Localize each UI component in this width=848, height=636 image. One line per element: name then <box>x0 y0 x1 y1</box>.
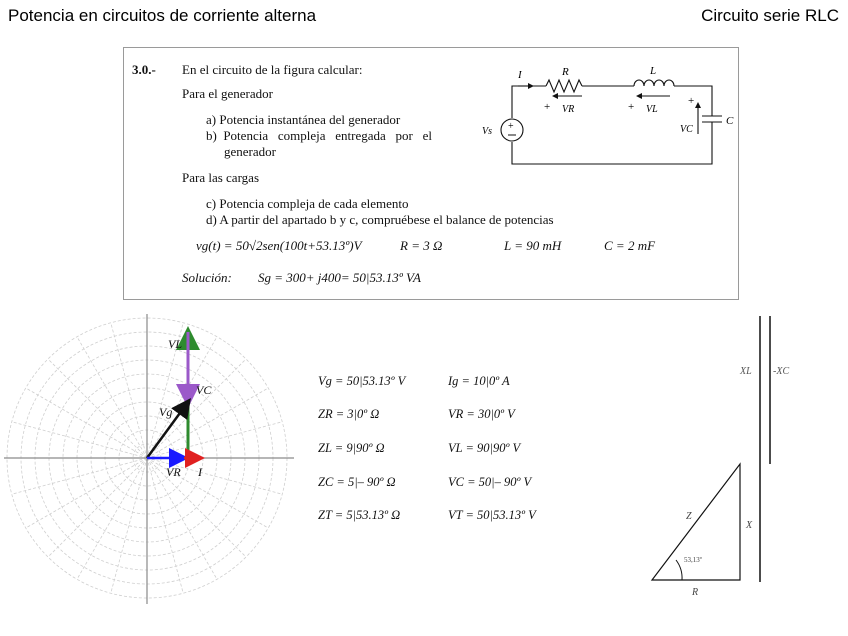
phasor-vl-label: VL <box>168 337 183 351</box>
phasor-diagram <box>0 310 300 610</box>
circuit-current-label: I <box>518 69 522 81</box>
result-vr: VR = 30|0º V <box>448 407 515 421</box>
circuit-plus-r: + <box>544 101 551 113</box>
circuit-plus-l: + <box>628 101 635 113</box>
source-equation: vg(t) = 50√2sen(100t+53.13º)V <box>196 238 362 253</box>
phasor-vg-label: Vg <box>159 405 173 419</box>
circuit-vs-label: Vs <box>482 126 492 137</box>
result-vl: VL = 90|90º V <box>448 441 521 455</box>
problem-box <box>123 47 739 300</box>
triangle-xc-label: -XC <box>773 366 790 377</box>
circuit-c-label: C <box>726 115 734 127</box>
solution-label: Solución: <box>182 270 232 285</box>
circuit-vc-label: VC <box>680 124 693 135</box>
triangle-angle-label: 53,13º <box>684 556 702 564</box>
problem-number: 3.0.- <box>132 62 156 77</box>
solution-equation: Sg = 300+ j400= 50|53.13º VA <box>258 270 421 285</box>
item-b-line1: b) Potencia compleja entregada por el <box>206 128 432 143</box>
item-a: a) Potencia instantánea del generador <box>206 112 401 127</box>
circuit-vr-label: VR <box>562 104 575 115</box>
slide-subtitle: Circuito serie RLC <box>701 6 839 25</box>
l-value: L = 90 mH <box>504 238 562 253</box>
generator-heading: Para el generador <box>182 86 273 101</box>
triangle-z-label: Z <box>686 511 692 522</box>
result-vc: VC = 50|– 90º V <box>448 475 532 489</box>
phasor-i-label: I <box>198 465 202 479</box>
result-zl: ZL = 9|90º Ω <box>318 441 385 455</box>
r-value: R = 3 Ω <box>400 238 443 253</box>
triangle-r-label: R <box>692 587 699 598</box>
loads-heading: Para las cargas <box>182 170 260 185</box>
result-vg: Vg = 50|53.13º V <box>318 374 406 388</box>
result-zr: ZR = 3|0º Ω <box>318 407 380 421</box>
item-c: c) Potencia compleja de cada elemento <box>206 196 409 211</box>
impedance-triangle <box>640 314 800 604</box>
phasor-vc-label: VC <box>196 383 212 397</box>
circuit-diagram <box>474 58 734 178</box>
result-zt: ZT = 5|53.13º Ω <box>318 508 401 522</box>
slide-title: Potencia en circuitos de corriente alterna <box>8 6 317 25</box>
phasor-vr-label: VR <box>166 465 181 479</box>
item-b-line2: generador <box>224 144 276 159</box>
result-zc: ZC = 5|– 90º Ω <box>318 475 396 489</box>
c-value: C = 2 mF <box>604 238 656 253</box>
result-vt: VT = 50|53.13º V <box>448 508 536 522</box>
triangle-xl-label: XL <box>740 366 752 377</box>
triangle-x-label: X <box>746 520 753 531</box>
circuit-vl-label: VL <box>646 104 658 115</box>
result-ig: Ig = 10|0º A <box>448 374 510 388</box>
circuit-source-plus: + <box>508 121 514 132</box>
circuit-r-label: R <box>562 66 569 78</box>
problem-statement: En el circuito de la figura calcular: <box>182 62 363 77</box>
item-d: d) A partir del apartado b y c, compruébese el balance de potencias <box>206 212 554 227</box>
circuit-plus-c: + <box>688 95 695 107</box>
circuit-l-label: L <box>650 65 657 77</box>
